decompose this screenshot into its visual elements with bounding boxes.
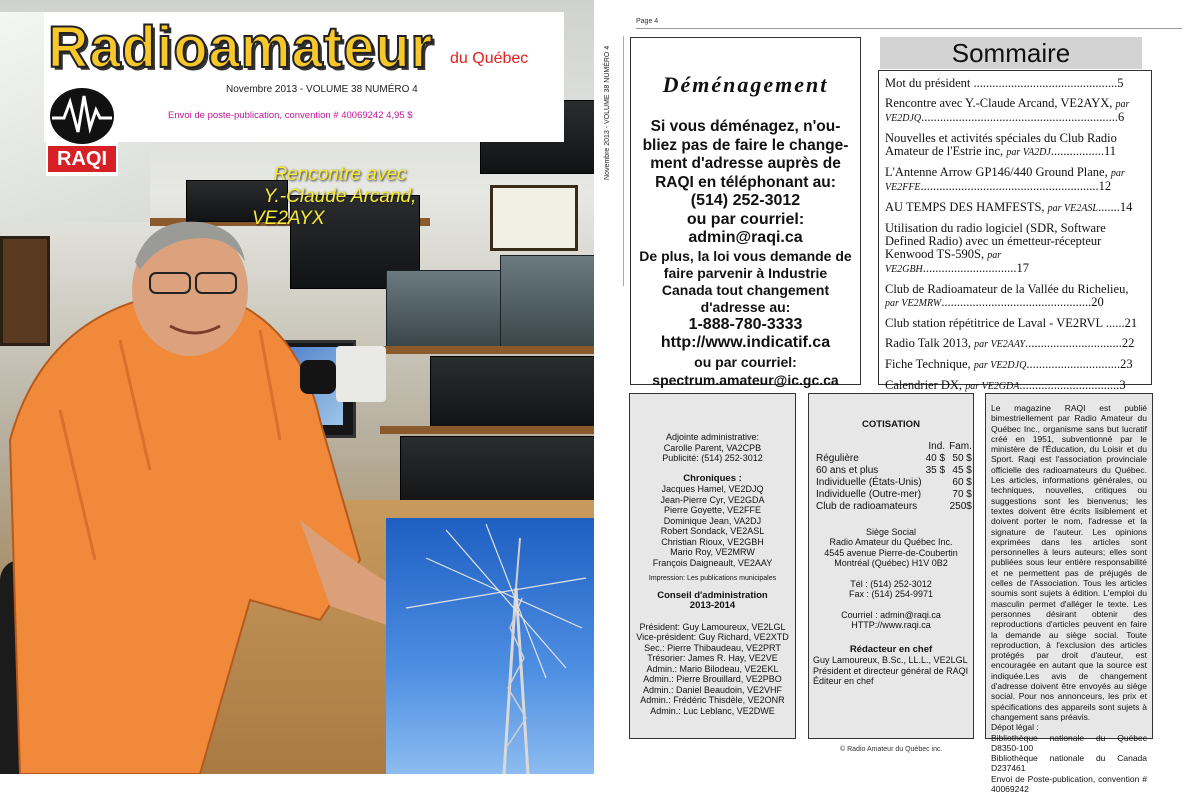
depot-lines	[991, 733, 1147, 794]
toc-item-title: Fiche Technique,	[885, 357, 974, 371]
headline-line: VE2AYX	[250, 208, 430, 230]
toc-item[interactable]	[885, 77, 1145, 90]
cotisation-row	[814, 477, 974, 489]
vertical-label	[604, 40, 618, 180]
cotisation-cell: 35 $	[924, 465, 947, 477]
toc-item-title: AU TEMPS DES HAMFESTS,	[885, 200, 1048, 214]
cotisation-header-row	[814, 441, 974, 453]
toc-item-page: 23	[1120, 357, 1133, 371]
toc-item-dots: .................	[1051, 144, 1104, 158]
cotisation-cell	[924, 489, 947, 501]
toc-item-dots: ................................................	[941, 295, 1091, 309]
toc-item-title: Mot du président	[885, 76, 974, 90]
cotisation-cell: 50 $	[947, 453, 974, 465]
cover-headline	[250, 164, 430, 230]
cotisation-cell	[924, 501, 947, 513]
toc-item-page: 21	[1125, 316, 1138, 330]
demenagement-title: Déménagement	[637, 72, 854, 98]
siege-line: Montréal (Québec) H1V 0B2	[813, 558, 969, 569]
toc-item-page: 22	[1122, 336, 1135, 350]
toc-item-author: par VA2DJ	[1006, 147, 1051, 158]
toc-item-title: Calendrier DX,	[885, 378, 965, 392]
impression-line: Impression: Les publications municipales	[634, 574, 791, 585]
redacteur-role2: Éditeur en chef	[813, 676, 969, 687]
cotisation-cell: Régulière	[814, 453, 924, 465]
chroniqueur: Jean-Pierre Cyr, VE2GDA	[634, 495, 791, 506]
toc-item-author: par VE2AAY	[974, 339, 1025, 350]
cotisation-cell: 60 $	[947, 477, 974, 489]
conseil-member: Sec.: Pierre Thibaudeau, VE2PRT	[634, 643, 791, 654]
toc-item-title: Club de Radioamateur de la Vallée du Richelieu,	[885, 282, 1128, 296]
conseil-member: Admin.: Daniel Beaudoin, VE2VHF	[634, 685, 791, 696]
cotisation-cell: Club de radioamateurs	[814, 501, 924, 513]
demenagement-text: Si vous déménagez, n'ou-bliez pas de faire le change-ment d'adresse auprès de RAQI en téléphonant au:	[637, 118, 854, 192]
chroniqueur: Jacques Hamel, VE2DJQ	[634, 484, 791, 495]
cotisation-row	[814, 489, 974, 501]
chroniqueur: Dominique Jean, VA2DJ	[634, 516, 791, 527]
header-rule	[636, 28, 1182, 29]
chroniqueur: Christian Rioux, VE2GBH	[634, 537, 791, 548]
toc-item-page: 14	[1120, 200, 1133, 214]
adjointe-label: Adjointe administrative:	[634, 432, 791, 443]
toc-item-author: par VE2MRW	[885, 298, 941, 309]
conseil-years: 2013-2014	[634, 601, 791, 612]
toc-item[interactable]	[885, 358, 1145, 372]
conseil-member: Admin.: Luc Leblanc, VE2DWE	[634, 706, 791, 717]
cotisation-cell	[814, 441, 924, 453]
demenagement-or-email: ou par courriel:	[637, 211, 854, 230]
toc-item-author: par VE2ASL	[1048, 203, 1098, 214]
toc-item[interactable]	[885, 166, 1145, 194]
vertical-issue-text: Novembre 2013 - VOLUME 38 NUMÉRO 4	[604, 46, 611, 180]
demenagement-phone: (514) 252-3012	[637, 192, 854, 211]
footer-copyright: © Radio Amateur du Québec inc.	[840, 746, 942, 753]
signal-wave-icon	[50, 88, 114, 144]
chroniques-list	[634, 484, 791, 568]
demenagement-email[interactable]: admin@raqi.ca	[637, 229, 854, 248]
publicite-line: Publicité: (514) 252-3012	[634, 453, 791, 464]
cotisation-cell: 60 ans et plus	[814, 465, 924, 477]
legal-column	[985, 393, 1153, 739]
toc-item-dots: ..............................	[1026, 357, 1120, 371]
cotisation-cell: 40 $	[924, 453, 947, 465]
toc-item[interactable]	[885, 222, 1145, 276]
logo-circle	[50, 88, 114, 144]
cotisation-cell: 70 $	[947, 489, 974, 501]
cotisation-cell	[924, 477, 947, 489]
redacteur-role1: Président et directeur général de RAQI	[813, 666, 969, 677]
toc-item-page: 12	[1099, 179, 1112, 193]
toc-item-title: Radio Talk 2013,	[885, 336, 974, 350]
toc-item[interactable]	[885, 132, 1145, 159]
toc-item-title: Nouvelles et activités spéciales du Club Radio Amateur de l'Estrie inc,	[885, 131, 1117, 158]
siege-line: 4545 avenue Pierre-de-Coubertin	[813, 548, 969, 559]
toc-item-dots: ......	[1106, 316, 1125, 330]
demenagement-law: De plus, la loi vous demande de faire parvenir à Industrie Canada tout changement d'adresse au:	[637, 248, 854, 316]
toc-item-page: 5	[1117, 76, 1123, 90]
conseil-member: Président: Guy Lamoureux, VE2LGL	[634, 622, 791, 633]
cotisation-cell: 250$	[947, 501, 974, 513]
antenna-tower-icon	[386, 518, 594, 774]
cover-page	[0, 0, 594, 774]
logo-text: RAQI	[48, 146, 116, 172]
magazine-subtitle: du Québec	[450, 50, 528, 68]
cotisation-title: COTISATION	[813, 420, 969, 431]
cotisation-cell: 45 $	[947, 465, 974, 477]
depot-line: Bibliothèque nationale du Canada D237461	[991, 753, 1147, 774]
issue-line: Novembre 2013 - VOLUME 38 NUMÉRO 4	[226, 84, 418, 95]
toc-item-dots: ..............................................	[974, 76, 1118, 90]
depot-line: Bibliothèque nationale du Québec D8350-100	[991, 733, 1147, 754]
toc-item-dots: ...............................................................	[921, 110, 1118, 124]
demenagement-phone2: 1-888-780-3333	[637, 316, 854, 335]
admin-column	[629, 393, 796, 739]
cotisation-cell: Individuelle (États-Unis)	[814, 477, 924, 489]
toc-item[interactable]	[885, 379, 1145, 393]
cotisation-cell: Ind.	[924, 441, 947, 453]
siege-title: Siège Social	[813, 527, 969, 538]
chroniqueur: François Daigneault, VE2AAY	[634, 558, 791, 569]
table-of-contents	[878, 70, 1152, 385]
adjointe-name: Carolle Parent, VA2CPB	[634, 443, 791, 454]
cotisation-cell: Fam.	[947, 441, 974, 453]
conseil-member: Trésorier: James R. Hay, VE2VE	[634, 653, 791, 664]
demenagement-box	[630, 37, 861, 385]
conseil-member: Admin.: Mario Bilodeau, VE2EKL	[634, 664, 791, 675]
redacteur-name: Guy Lamoureux, B.Sc., LL.L., VE2LGL	[813, 655, 969, 666]
conseil-title: Conseil d'administration	[634, 591, 791, 602]
toc-item-author: par VE2GBH	[885, 250, 1001, 275]
siege-line: Radio Amateur du Québec Inc.	[813, 537, 969, 548]
toc-item-title: Club station répétitrice de Laval - VE2RVL	[885, 316, 1106, 330]
toc-item-dots: ...............................	[1025, 336, 1122, 350]
tel-line: Tél : (514) 252-3012	[813, 579, 969, 590]
toc-item-author: par VE2FFE	[885, 168, 1125, 193]
sommaire-title: Sommaire	[880, 37, 1142, 69]
vertical-rule	[623, 36, 624, 286]
toc-item-page: 3	[1119, 378, 1125, 392]
headline-line: Y.-Claude Arcand,	[250, 186, 430, 208]
depot-title: Dépot légal :	[991, 722, 1147, 732]
demenagement-website[interactable]: http://www.indicatif.ca	[637, 334, 854, 353]
raqi-logo	[46, 86, 118, 176]
toc-item[interactable]	[885, 283, 1145, 310]
cotisation-cell: Individuelle (Outre-mer)	[814, 489, 924, 501]
toc-item-dots: ..............................	[923, 261, 1017, 275]
cotisation-column	[808, 393, 974, 739]
toc-item[interactable]	[885, 337, 1145, 351]
chroniques-title: Chroniques :	[634, 474, 791, 485]
toc-item-title: Utilisation du radio logiciel (SDR, Software Defined Radio) avec un émetteur-récepteur Kenwood TS-590S,	[885, 221, 1106, 261]
toc-item-page: 11	[1104, 144, 1116, 158]
headline-line: Rencontre avec	[250, 164, 430, 186]
toc-item-title: L'Antenne Arrow GP146/440 Ground Plane,	[885, 165, 1111, 179]
conseil-member: Vice-président: Guy Richard, VE2XTD	[634, 632, 791, 643]
toc-item-page: 6	[1118, 110, 1124, 124]
courriel-line[interactable]: Courriel : admin@raqi.ca	[813, 610, 969, 621]
antenna-tower-photo	[386, 518, 594, 774]
chroniqueur: Mario Roy, VE2MRW	[634, 547, 791, 558]
conseil-list	[634, 622, 791, 717]
postal-line: Envoi de poste-publication, convention # 40069242 4,95 $	[168, 110, 413, 121]
conseil-member: Admin.: Frédéric Thisdèle, VE2ONR	[634, 695, 791, 706]
conseil-member: Admin.: Pierre Brouillard, VE2PBO	[634, 674, 791, 685]
toc-item-author: par VE2DJQ	[885, 99, 1129, 124]
redacteur-title: Rédacteur en chef	[813, 645, 969, 656]
toc-item[interactable]	[885, 97, 1145, 125]
cotisation-row	[814, 501, 974, 513]
http-line[interactable]: HTTP://www.raqi.ca	[813, 620, 969, 631]
cotisation-row	[814, 453, 974, 465]
page-number: Page 4	[636, 18, 658, 25]
siege-lines	[813, 537, 969, 569]
chroniqueur: Pierre Goyette, VE2FFE	[634, 505, 791, 516]
chroniqueur: Robert Sondack, VE2ASL	[634, 526, 791, 537]
fax-line: Fax : (514) 254-9971	[813, 589, 969, 600]
magazine-title: Radioamateur	[48, 12, 433, 80]
toc-item-dots: .........................................................	[921, 179, 1099, 193]
demenagement-or-email2: ou par courriel:	[637, 353, 854, 372]
cotisation-table	[814, 441, 974, 513]
toc-item-page: 17	[1017, 261, 1030, 275]
demenagement-email2[interactable]: spectrum.amateur@ic.gc.ca	[637, 371, 854, 390]
toc-item[interactable]	[885, 201, 1145, 215]
toc-item-dots: .......	[1098, 200, 1120, 214]
toc-item-dots: ................................	[1019, 378, 1119, 392]
cotisation-row	[814, 465, 974, 477]
toc-item[interactable]	[885, 317, 1145, 330]
toc-item-page: 20	[1091, 295, 1104, 309]
toc-item-title: Rencontre avec Y.-Claude Arcand, VE2AYX,	[885, 96, 1116, 110]
toc-item-author: par VE2GDA	[965, 381, 1019, 392]
toc-item-author: par VE2DJQ	[974, 360, 1027, 371]
inside-page	[594, 0, 1188, 774]
legal-text: Le magazine RAQI est publié bimestriellement par Radio Amateur du Québec Inc., organisme sans but lucratif créé en 1951, subventionné par le ministère de l'Éducation, du Loisir et du Sport. Raqi est l'association provinciale officielle des radioamateurs du Québec. Les articles, informations générales, ou techniques, nouvelles, critiques ou suggestions sont les bienvenus; les textes doivent être écrits lisiblement et doivent porter le nom, l'adresse et la signature de l'auteur. Les opinions exprimées dans les articles sont personnelles à leurs auteurs; elles sont publiées sous leur entière responsabilité et ne permettent pas de préjugés de celles de l'Association. Tous les articles soumis sont sujets à édition. L'emploi du masculin permet d'alléger le texte. Les personnes désirant obtenir des reproductions d'articles peuvent en faire la demande au siège social. Toute reproduction, à l'exclusion des articles protégés par droit d'auteur, est encouragée en autant que la source est indiquée.Les avis de changement d'adresse doivent être envoyés au siège social. Pour nos annonceurs, les prix et spécifications des appareils sont sujets à changement sans préavis.	[991, 403, 1147, 722]
depot-line: Envoi de Poste-publication, convention # 40069242	[991, 774, 1147, 794]
